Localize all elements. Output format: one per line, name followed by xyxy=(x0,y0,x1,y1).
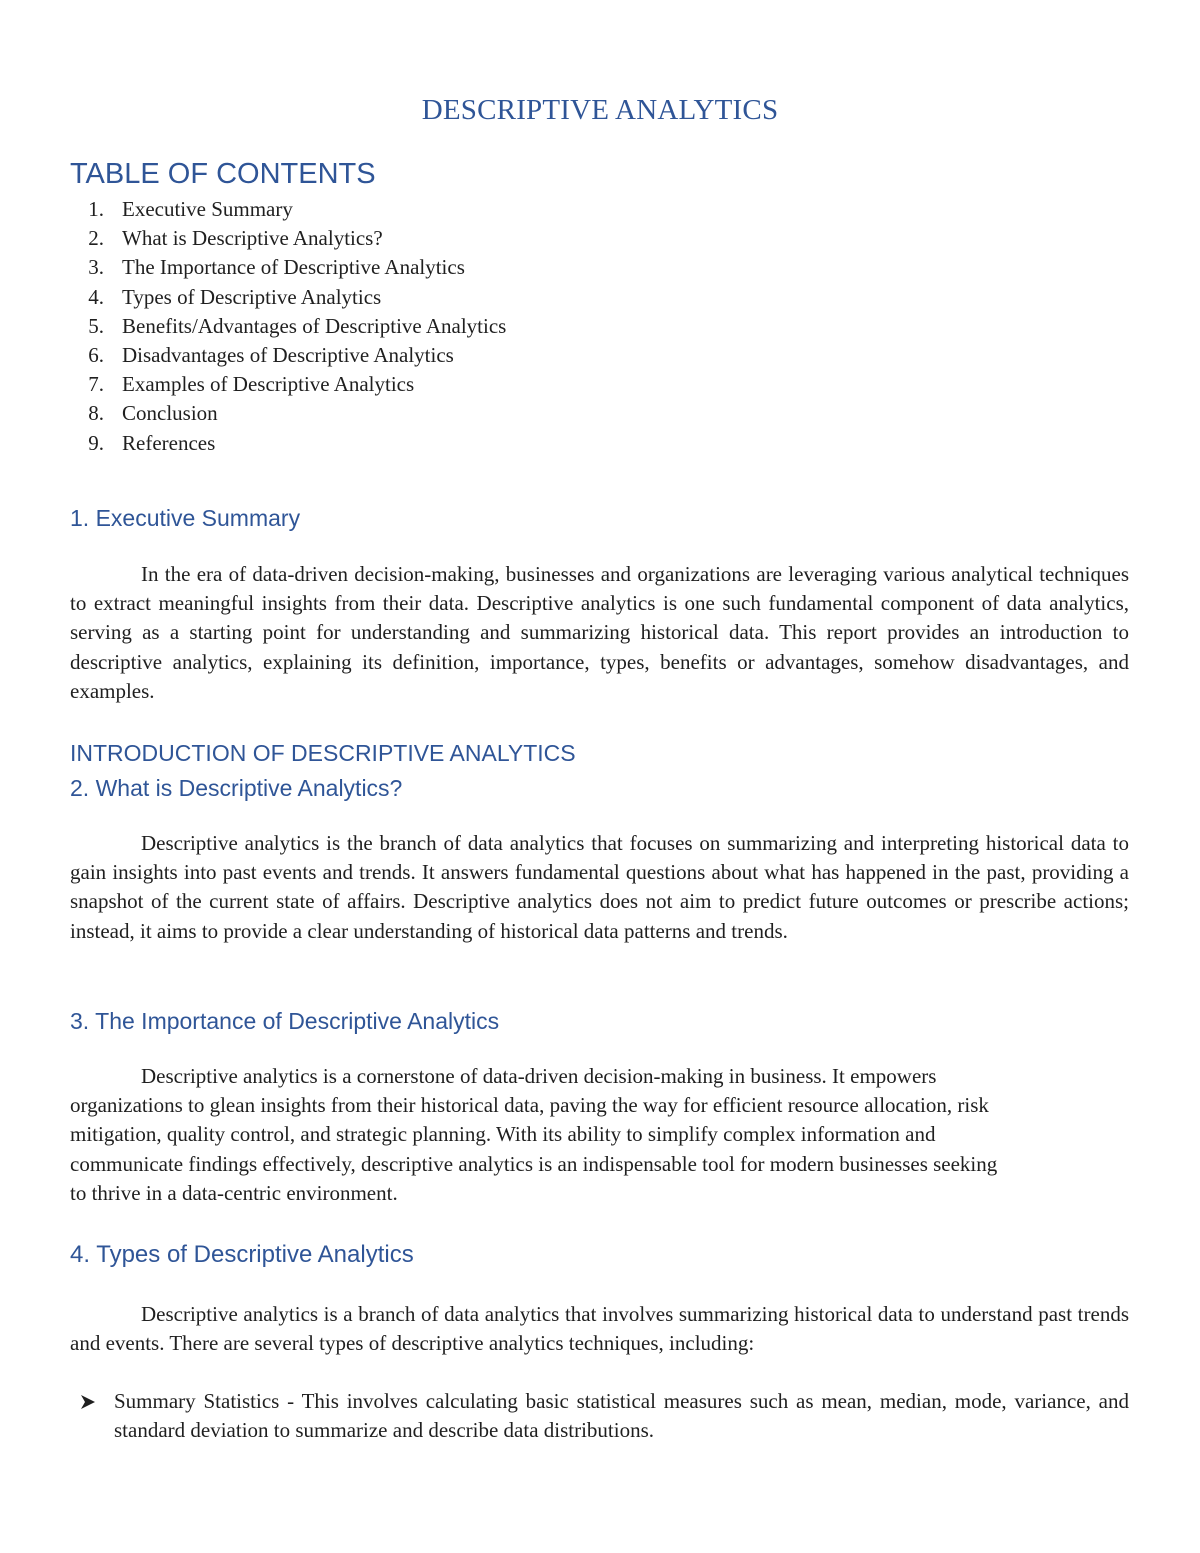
toc-item xyxy=(70,283,506,312)
toc-item-label: Executive Summary xyxy=(122,197,293,221)
importance-paragraph xyxy=(70,1062,1129,1208)
importance-line: mitigation, quality control, and strategic planning. With its ability to simplify complex information and xyxy=(70,1122,936,1147)
toc-item-number: 5. xyxy=(88,313,104,338)
toc-item-label: References xyxy=(122,430,216,455)
toc-item-label: Benefits/Advantages of Descriptive Analytics xyxy=(122,313,507,338)
section-heading-importance: 3. The Importance of Descriptive Analytics xyxy=(70,1008,500,1034)
toc-item-number: 1. xyxy=(88,197,104,221)
executive-summary-paragraph xyxy=(70,560,1129,706)
section-heading-introduction: INTRODUCTION OF DESCRIPTIVE ANALYTICS xyxy=(70,740,576,766)
executive-summary-text: In the era of data-driven decision-making, businesses and organizations are leveraging various analytical techniques to extract meaningful insights from their data. Descriptive analytics is one such fundamental component of data analytics, serving as a starting point for understanding and summarizing historical data. This report provides an introduction to descriptive analytics, explaining its definition, importance, types, benefits or advantages, somehow disadvantages, and examples. xyxy=(70,562,1129,703)
arrowhead-bullet-icon xyxy=(80,1394,96,1410)
toc-item xyxy=(70,399,506,428)
toc-item-label: Examples of Descriptive Analytics xyxy=(122,372,415,397)
section-heading-executive-summary: 1. Executive Summary xyxy=(70,505,301,531)
what-is-paragraph xyxy=(70,829,1129,946)
toc-item-number: 3. xyxy=(88,255,104,280)
toc-item-number: 6. xyxy=(88,342,104,367)
toc-item-number: 8. xyxy=(88,401,104,426)
toc-item-number: 9. xyxy=(88,430,104,455)
toc-heading: TABLE OF CONTENTS xyxy=(70,158,376,190)
toc-item-label: Conclusion xyxy=(122,401,218,426)
bullet-text: Summary Statistics - This involves calculating basic statistical measures such as mean, median, mode, variance, and standard deviation to summarize and describe data distributions. xyxy=(114,1389,1129,1443)
document-title: DESCRIPTIVE ANALYTICS xyxy=(421,94,779,126)
toc-item-label: Disadvantages of Descriptive Analytics xyxy=(122,342,454,367)
what-is-text: Descriptive analytics is the branch of data analytics that focuses on summarizing and interpreting historical data to gain insights into past events and trends. It answers fundamental questions about what has happened in the past, providing a snapshot of the current state of affairs. Descriptive analytics does not aim to predict future outcomes or prescribe actions; instead, it aims to provide a clear understanding of historical data patterns and trends. xyxy=(70,831,1129,943)
toc-item-number: 7. xyxy=(88,372,104,397)
toc-item-label: Types of Descriptive Analytics xyxy=(122,284,382,309)
toc-item-label: What is Descriptive Analytics? xyxy=(122,226,383,251)
toc-item xyxy=(70,224,506,253)
types-paragraph xyxy=(70,1300,1129,1358)
importance-line: communicate findings effectively, descriptive analytics is an indispensable tool for modern businesses seeking xyxy=(70,1151,998,1176)
toc-item-number: 2. xyxy=(88,226,104,251)
importance-line: organizations to glean insights from their historical data, paving the way for efficient resource allocation, risk xyxy=(70,1093,989,1118)
section-heading-what-is: 2. What is Descriptive Analytics? xyxy=(70,775,403,801)
toc-item xyxy=(70,253,506,282)
toc-item-label: The Importance of Descriptive Analytics xyxy=(122,255,465,280)
toc-list xyxy=(70,195,506,458)
types-text: Descriptive analytics is a branch of data analytics that involves summarizing historical data to understand past trends and events. There are several types of descriptive analytics techniques, including: xyxy=(70,1302,1129,1356)
toc-item xyxy=(70,370,506,399)
importance-line-text: Descriptive analytics is a cornerstone of data-driven decision-making in business. It empowers xyxy=(141,1064,937,1088)
toc-item xyxy=(70,429,506,458)
importance-line xyxy=(70,1062,1129,1091)
section-heading-types: 4. Types of Descriptive Analytics xyxy=(70,1241,414,1268)
toc-item xyxy=(70,195,506,224)
toc-item-number: 4. xyxy=(88,284,104,309)
toc-item xyxy=(70,312,506,341)
toc-item xyxy=(70,341,506,370)
importance-line: to thrive in a data-centric environment. xyxy=(70,1180,398,1205)
